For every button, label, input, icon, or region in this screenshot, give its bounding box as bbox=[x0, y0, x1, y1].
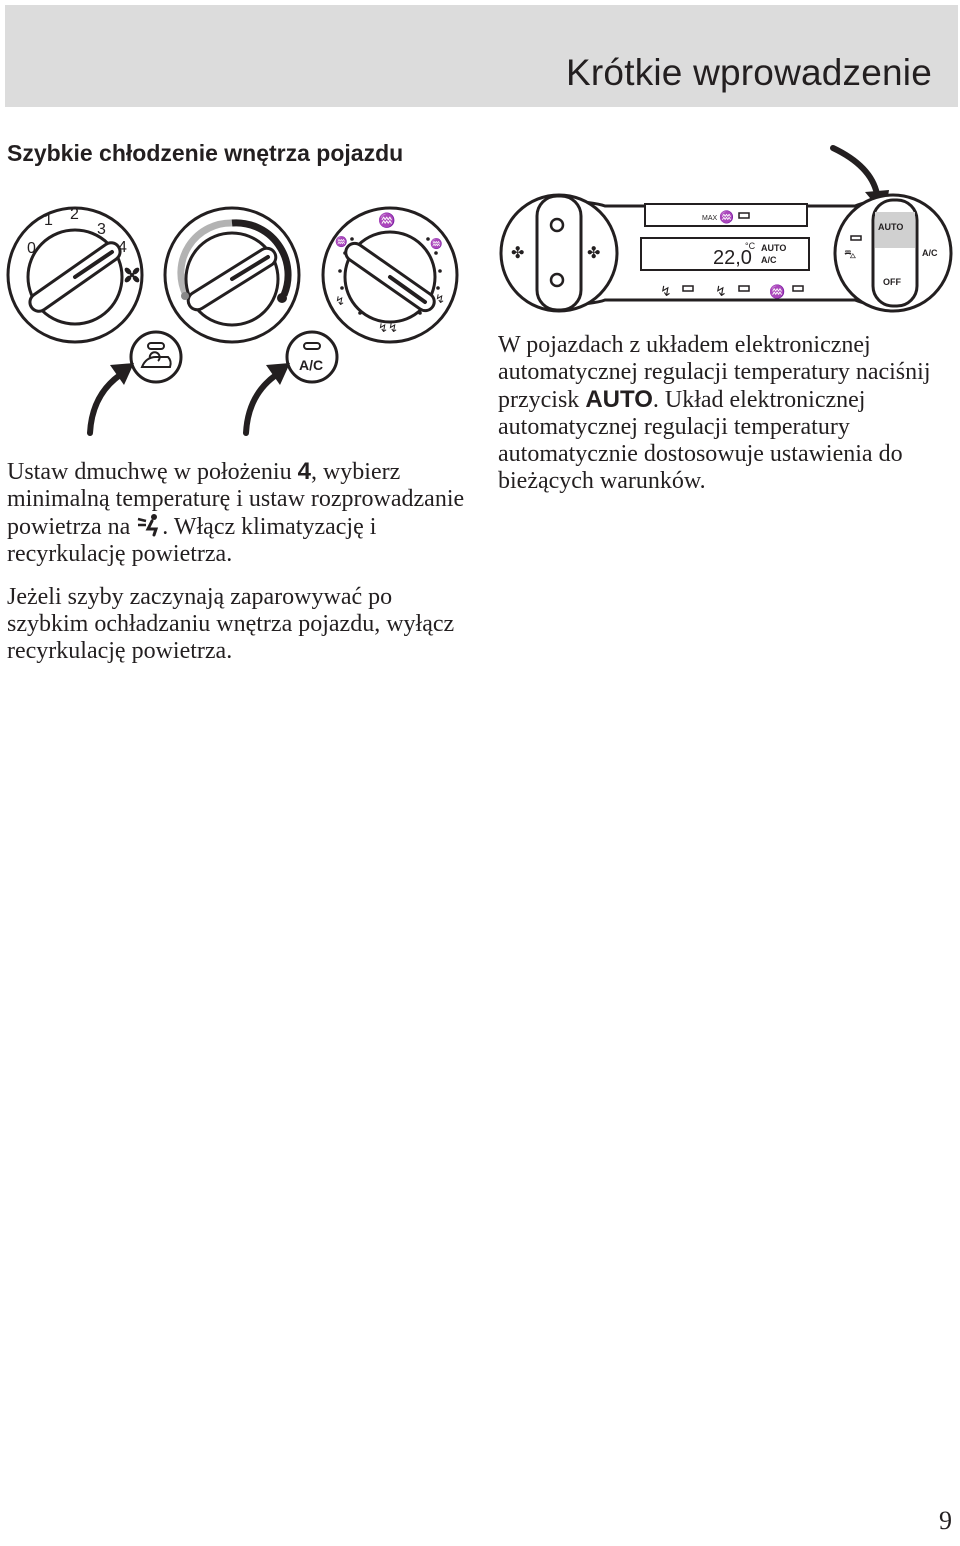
face-floor-vent-icon bbox=[136, 513, 162, 537]
fan-position-value: 4 bbox=[297, 458, 311, 485]
auto-button-label: AUTO bbox=[878, 222, 904, 232]
section-heading: Szybkie chłodzenie wnętrza pojazdu bbox=[7, 140, 404, 166]
recirculation-icon: ⛍ bbox=[844, 247, 857, 261]
temperature-knob bbox=[165, 208, 299, 342]
max-defrost-icon: ♒ bbox=[719, 210, 734, 224]
chapter-title: Krótkie wprowadzenie bbox=[566, 52, 932, 93]
floor-vent-icon: ↯ bbox=[335, 294, 346, 308]
defrost-floor-icon: ♒ bbox=[335, 237, 348, 248]
fan-high-icon: ✤ bbox=[587, 245, 601, 262]
rear-vent-icon: ↯↯ bbox=[378, 321, 399, 335]
face-vent-icon: ♒ bbox=[430, 239, 443, 250]
ac-button-label: A/C bbox=[299, 357, 324, 373]
fan-speed-knob bbox=[8, 206, 142, 342]
display-unit: °C bbox=[745, 241, 756, 251]
fan-scale-3: 3 bbox=[97, 221, 106, 238]
ac-button-label-right: A/C bbox=[922, 248, 938, 258]
off-button-label: OFF bbox=[883, 277, 901, 287]
fan-scale-0: 0 bbox=[27, 240, 36, 257]
arrow-to-recirculation-icon bbox=[90, 363, 134, 433]
manual-climate-control-illustration bbox=[0, 195, 470, 445]
fan-low-icon: ✤ bbox=[511, 245, 525, 262]
automatic-climate-control-illustration bbox=[495, 140, 957, 320]
fan-scale-2: 2 bbox=[70, 206, 79, 223]
ac-button[interactable] bbox=[287, 332, 337, 382]
right-paragraph-1: W pojazdach z układem elektronicznej automatycznej regulacji temperatury naciśnij przycisk AUTO. Układ elektronicznej automatycznej regulacji temperatury automatycznie dostosowuje ustawienia do bieżących warunków. bbox=[498, 332, 931, 494]
temperature-dial[interactable] bbox=[835, 195, 951, 311]
air-distribution-knob bbox=[323, 208, 457, 342]
left-paragraph-1: Ustaw dmuchwę w położeniu 4, wybierz minimalną temperaturę i ustaw rozprowadzanie powietrza na . Włącz klimatyzację i recyrkulację powietrza. bbox=[7, 458, 465, 567]
defrost-floor-mode-icon: ♒ bbox=[769, 284, 786, 299]
auto-button-reference: AUTO bbox=[585, 386, 653, 413]
fan-scale-4: 4 bbox=[118, 239, 127, 256]
fan-speed-dial[interactable] bbox=[501, 195, 617, 311]
floor-mode-icon: ↯ bbox=[660, 283, 672, 299]
display-panel bbox=[641, 204, 809, 299]
display-auto: AUTO bbox=[761, 243, 787, 253]
left-paragraph-2: Jeżeli szyby zaczynają zaparowywać po szybkim ochładzaniu wnętrza pojazdu, wyłącz recyrkulację powietrza. bbox=[7, 584, 455, 664]
recirculation-button[interactable] bbox=[131, 332, 181, 382]
display-temperature: 22,0 bbox=[713, 247, 752, 269]
arrow-to-ac-icon bbox=[246, 363, 290, 433]
face-floor-mode-icon: ↯ bbox=[715, 283, 727, 299]
page-number: 9 bbox=[939, 1506, 952, 1535]
max-defrost-label: MAX bbox=[702, 215, 718, 222]
face-floor-vent-icon: ↯ bbox=[435, 292, 446, 306]
fan-scale-1: 1 bbox=[44, 212, 53, 229]
defrost-icon: ♒ bbox=[378, 212, 396, 228]
display-ac: A/C bbox=[761, 255, 777, 265]
